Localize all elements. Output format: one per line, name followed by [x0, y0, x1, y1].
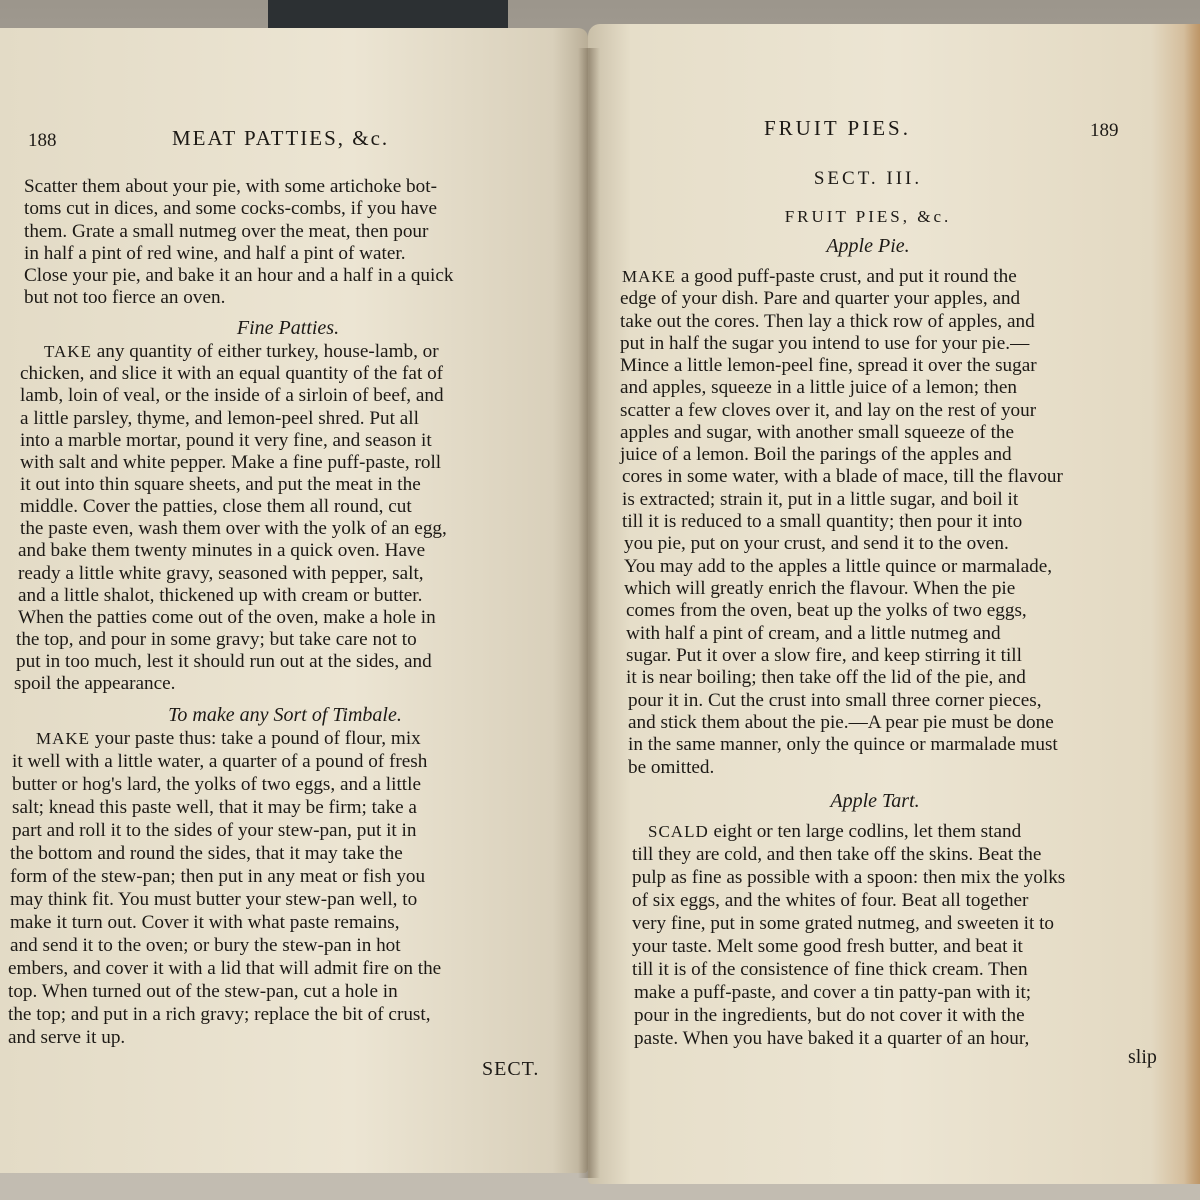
text-line: and send it to the oven; or bury the stew-pan in hot: [10, 935, 401, 956]
text-line: take out the cores. Then lay a thick row of apples, and: [620, 311, 1035, 332]
book-gutter: [578, 48, 600, 1178]
text-line: edge of your dish. Pare and quarter your apples, and: [620, 288, 1021, 309]
recipe-title: Fine Patties.: [236, 317, 340, 339]
text-line: put in half the sugar you intend to use for your pie.—: [620, 333, 1030, 354]
text-line: the top; and put in a rich gravy; replace the bit of crust,: [8, 1004, 431, 1025]
right-page: [588, 24, 1200, 1184]
text-line: juice of a lemon. Boil the parings of the apples and: [620, 444, 1012, 465]
text-line: pour it in. Cut the crust into small three corner pieces,: [628, 690, 1042, 711]
text-line: form of the stew-pan; then put in any meat or fish you: [10, 866, 426, 887]
running-head: MEAT PATTIES, &c.: [172, 126, 390, 150]
section-title: FRUIT PIES, &c.: [784, 207, 952, 226]
text-line: which will greatly enrich the flavour. When the pie: [624, 578, 1016, 599]
recipe-title: Apple Tart.: [830, 790, 920, 812]
text-line: and stick them about the pie.—A pear pie must be done: [628, 712, 1054, 733]
text-line: it out into thin square sheets, and put the meat in the: [20, 474, 421, 495]
text-line: toms cut in dices, and some cocks-combs, if you have: [24, 198, 437, 219]
text-line: you pie, put on your crust, and send it to the oven.: [624, 533, 1009, 554]
text-line: your taste. Melt some good fresh butter, and beat it: [632, 936, 1023, 957]
text-line: into a marble mortar, pound it very fine, and season it: [20, 430, 432, 451]
text-line: till it is reduced to a small quantity; then pour it into: [622, 511, 1023, 532]
text-line: apples and sugar, with another small squeeze of the: [620, 422, 1015, 443]
text-line: pour in the ingredients, but do not cover it with the: [634, 1005, 1025, 1026]
text-line: pulp as fine as possible with a spoon: then mix the yolks: [632, 867, 1066, 888]
first-word: TAKE: [44, 342, 92, 361]
recipe-title: To make any Sort of Timbale.: [168, 704, 402, 726]
line-rest: your paste thus: take a pound of flour, mix: [94, 728, 421, 749]
line-rest: a good puff-paste crust, and put it round the: [680, 266, 1017, 287]
text-line: scatter a few cloves over it, and lay on the rest of your: [620, 400, 1037, 421]
first-word: MAKE: [36, 729, 91, 748]
line-rest: any quantity of either turkey, house-lamb, or: [96, 341, 439, 362]
text-line: paste. When you have baked it a quarter of an hour,: [634, 1028, 1030, 1049]
line-rest: eight or ten large codlins, let them stand: [713, 821, 1022, 842]
text-line: the paste even, wash them over with the yolk of an egg,: [20, 518, 447, 539]
text-line: Mince a little lemon-peel fine, spread it over the sugar: [620, 355, 1037, 376]
text-line: chicken, and slice it with an equal quantity of the fat of: [20, 363, 444, 384]
left-page: [0, 28, 588, 1173]
text-line: but not too fierce an oven.: [24, 287, 226, 308]
text-line: and bake them twenty minutes in a quick oven. Have: [18, 540, 426, 561]
text-line: [36, 728, 544, 750]
text-line: it is near boiling; then take off the lid of the pie, and: [626, 667, 1026, 688]
text-line: in half a pint of red wine, and half a pint of water.: [24, 243, 406, 264]
text-line: and apples, squeeze in a little juice of a lemon; then: [620, 377, 1017, 398]
text-line: [44, 341, 544, 363]
text-line: with salt and white pepper. Make a fine puff-paste, roll: [20, 452, 442, 473]
text-line: be omitted.: [628, 757, 715, 778]
text-line: top. When turned out of the stew-pan, cut a hole in: [8, 981, 398, 1002]
text-line: embers, and cover it with a lid that will admit fire on the: [8, 958, 442, 979]
text-line: Scatter them about your pie, with some artichoke bot-: [24, 176, 437, 197]
page-number: 189: [1090, 120, 1119, 141]
text-line: is extracted; strain it, put in a little sugar, and boil it: [622, 489, 1019, 510]
text-line: a little parsley, thyme, and lemon-peel shred. Put all: [20, 408, 419, 429]
page-edge: [1184, 24, 1200, 1184]
recipe-title: Apple Pie.: [826, 235, 910, 257]
catchword: SECT.: [482, 1058, 540, 1080]
text-line: [648, 821, 1148, 843]
first-word: MAKE: [622, 267, 677, 286]
text-line: of six eggs, and the whites of four. Beat all together: [632, 890, 1029, 911]
text-line: spoil the appearance.: [14, 673, 176, 694]
text-line: in the same manner, only the quince or marmalade must: [628, 734, 1058, 755]
text-line: sugar. Put it over a slow fire, and keep stirring it till: [626, 645, 1022, 666]
text-line: them. Grate a small nutmeg over the meat, then pour: [24, 221, 429, 242]
text-line: middle. Cover the patties, close them all round, cut: [20, 496, 412, 517]
text-line: till they are cold, and then take off the skins. Beat the: [632, 844, 1042, 865]
catchword: slip: [1128, 1046, 1157, 1068]
text-line: put in too much, lest it should run out at the sides, and: [16, 651, 432, 672]
text-line: You may add to the apples a little quince or marmalade,: [624, 556, 1053, 577]
text-line: butter or hog's lard, the yolks of two eggs, and a little: [12, 774, 421, 795]
text-line: and serve it up.: [8, 1027, 126, 1048]
text-line: till it is of the consistence of fine thick cream. Then: [632, 959, 1028, 980]
text-line: ready a little white gravy, seasoned with pepper, salt,: [18, 563, 424, 584]
text-line: comes from the oven, beat up the yolks of two eggs,: [626, 600, 1027, 621]
text-line: it well with a little water, a quarter of a pound of fresh: [12, 751, 428, 772]
section-heading: SECT. III.: [813, 168, 923, 189]
open-book: [0, 18, 1200, 1193]
text-line: When the patties come out of the oven, make a hole in: [18, 607, 436, 628]
text-line: the bottom and round the sides, that it may take the: [10, 843, 403, 864]
text-line: may think fit. You must butter your stew-pan well, to: [10, 889, 418, 910]
text-line: the top, and pour in some gravy; but take care not to: [16, 629, 417, 650]
text-line: make a puff-paste, and cover a tin patty-pan with it;: [634, 982, 1032, 1003]
text-line: with half a pint of cream, and a little nutmeg and: [626, 623, 1001, 644]
page-number: 188: [28, 130, 57, 151]
text-line: make it turn out. Cover it with what paste remains,: [10, 912, 400, 933]
text-line: part and roll it to the sides of your stew-pan, put it in: [12, 820, 417, 841]
text-line: salt; knead this paste well, that it may be firm; take a: [12, 797, 417, 818]
text-line: lamb, loin of veal, or the inside of a sirloin of beef, and: [20, 385, 444, 406]
text-line: cores in some water, with a blade of mace, till the flavour: [622, 466, 1063, 487]
text-line: [622, 266, 1130, 288]
text-line: and a little shalot, thickened up with cream or butter.: [18, 585, 423, 606]
first-word: SCALD: [648, 822, 709, 841]
text-line: very fine, put in some grated nutmeg, and sweeten it to: [632, 913, 1055, 934]
running-head: FRUIT PIES.: [764, 116, 911, 140]
text-line: Close your pie, and bake it an hour and a half in a quick: [24, 265, 454, 286]
